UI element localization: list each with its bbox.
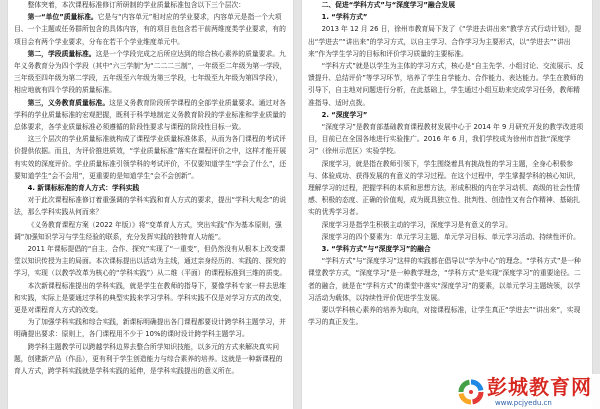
right-page-body [302,0,592,328]
site-url: www.pcjyedu.cn [495,399,552,407]
swirl-logo-icon [457,378,485,406]
paragraph: “学科方式”就是以学生为主体的学习方式，核心是“自主先学、小组讨论、交流展示、反馈提升、总结评价”等学习环节，培养了学生自学能力、合作能力、表达能力。学生在教师的引导下，自主地对问题进行分析，在此基础上，学生通过小组互助来完成学习任务，教师精准指导、适时点拨。 [308,62,584,107]
left-page-body [8,0,293,377]
paragraph: 深度学习的四个要素为：单元学习主题、单元学习目标、单元学习活动、持续性评价。 [321,232,580,241]
paragraph-body: 这是义务教育阶段所学课程的全部学业质量要求。通过对各学科的学业质量标准的宏观把握，既利于科学地制定义务教育阶段的学业标准和学业质量的总体要求，各学业质量标准必须遵循的阶段性要求与课程的阶段性目标一致。 [14,98,286,132]
section-heading: 二、促进“学科方式”与“深度学习”融合发展 [321,1,456,9]
paragraph: 对于此次课程标准修订着重强调的学科实践和育人方式的要求，提出“学科大观念”的说法，那么学科实践从何而来？ [14,196,287,217]
paragraph: 为了加强学科实践和综合实践，新课标明确提出各门课程都要设计跨学科主题学习，并明确提出要求：原则上，各门课程用不少于 10%的课时设计跨学科主题学习。 [14,318,286,339]
paragraph: 这三个层次的学业质量标准就构成了课程学业质量标准体系，从而为各门课程的考试评价提供依据。而且，为评价推进质效，“学业质量标准”落实在课程评价之中，这样才能开展有实效的深度评价。学业质量标准引领学科的考试评价，不仅要知道学生“学会了什么”，还要知道学生“会不会用”，更重要的是知道学生“会不会创新”。 [14,135,287,180]
paragraph: 《义务教育课程方案（2022 年版）》将“变革育人方式，突出实践”作为基本原则，强调“加强知识学习与学生经验的联系，充分发挥实践的独特育人功能”。 [14,220,282,241]
paragraph: 2011 年课标提倡的“自主、合作、探究”实现了“一重变”，但仍然没有从根本上改变课堂以知识传授为主的局面。本次课标提出以活动为主线，通过亲身经历的、实践的、探究的学习，实现（以教学改革为核心的“学科实践”）从二维（平面）的课程标准到三维的质变。 [14,245,287,278]
paragraph: 深度学习，就是指在教师引领下，学生围绕着具有挑战性的学习主题，全身心积极参与、体验成功、获得发展的有意义的学习过程。在这个过程中，学生掌握学科的核心知识，理解学习的过程，把握学科的本质和思想方法，形成积极的内在学习动机、高级的社会性情感、积极的态度、正确的价值观，成为既具独立性、批判性、创造性又有合作精神、基础扎实的优秀学习者。 [308,159,580,217]
paragraph: 整体突着，本次课程标准修订所研制的学业质量标准包含以下三个层次： [27,1,246,9]
subsection-heading: 3. “学科方式”与“深度学习”的融合 [321,245,431,254]
section-heading: 4. 新课标标准的育人方式：学科实践 [27,184,140,193]
paragraph-body: 它是与“内容单元”相对应的学业要求，内容单元是指一个大项目、一个主题或任务群所包含的具体内容，有的项目也包含若干前两维度类学业要求，有的项目会有两个学业要求，分布在若干个学业维度单元中。 [14,13,286,46]
site-watermark [455,374,600,409]
left-document-page [8,0,293,409]
paragraph [14,11,287,48]
paragraph: 跨学科主题教学可以跨越学科边界去整合所学知识技能，以多元的方式来解决真实问题，创建新产品（作品），更有利于学生创造能力与综合素养的培养。这就是一种新课程的育人方式，跨学科实践就是学科实践的延伸，是学科实践提出的意义所在。 [14,342,283,376]
paragraph: 要以学科核心素养的培养为取向，对接课程标准，让学生真正“学进去”“讲出来”，实现学习的真正发生。 [308,306,581,327]
paragraph-lead: 第一“单位”质量标准。 [27,13,98,22]
subsection-heading: 1. “学科方式” [321,13,368,22]
paragraph [14,97,287,134]
paragraph-lead: 第三，义务教育质量标准。 [27,98,110,107]
paragraph: “学科方式”与“深度学习”这样的实践都在倡导以“学为中心”的理念。“学科方式”是一种课堂教学方式，“深度学习”是一种教学理念，“学科方式”是实现“深度学习”的重要途径。二者的融合，就是在“学科方式”的课堂中落实“深度学习”的要素，以单元学习主题统领，以学习活动为载体，以持续性评价促进学生发展。 [308,257,581,302]
paragraph: 深度学习是指学生积极主动的学习，深度学习是有意义的学习。 [321,220,512,229]
paragraph-body: 这是一个学段完成之后所应达到的综合核心素养的质量要求。九年义务教育分为四个学段（其中“六三学制”为“二二二三制”，一年级至二年级为第一学段，三年级至四年级为第二学段，五年级至六年级为第三学段，七年级至九年级为第四学段），相应地就有四个学段的质量标准。 [14,49,287,95]
paragraph: 本次新课程标准提出的学科实践，就是学生在教师的指导下，要像学科专家一样去思维和实践，实际上是要通过学科的典型实践来学习学科。学科实践不仅是对学习方式的改变，更是对课程育人方式的改变。 [14,281,286,315]
subsection-heading: 2. “深度学习” [321,110,368,119]
paragraph-lead: 第二，学段质量标准。 [27,49,96,58]
right-document-page [302,0,592,409]
paragraph [14,48,287,97]
paragraph: 2013 年 12 月 26 日，徐州市教育局下发了《“学进去讲出来”教学方式行动计划》，提出“学进去”“讲出来”的学习方式，以自主学习、合作学习为主要形式，以“学进去”“讲出来”作为学生学习的目标和评价学习质量的主要标准。 [308,25,582,58]
site-name: 彭城教育网 [487,375,592,399]
paragraph: “深度学习”是教育部基础教育课程教材发展中心于 2014 年 9 月研究开发的教学改进项目，目前已在全国各地进行实验推广。2016 年 6 月，我们学校成为徐州市首批“深度学习”（徐州示范区）实验学校。 [308,123,584,156]
